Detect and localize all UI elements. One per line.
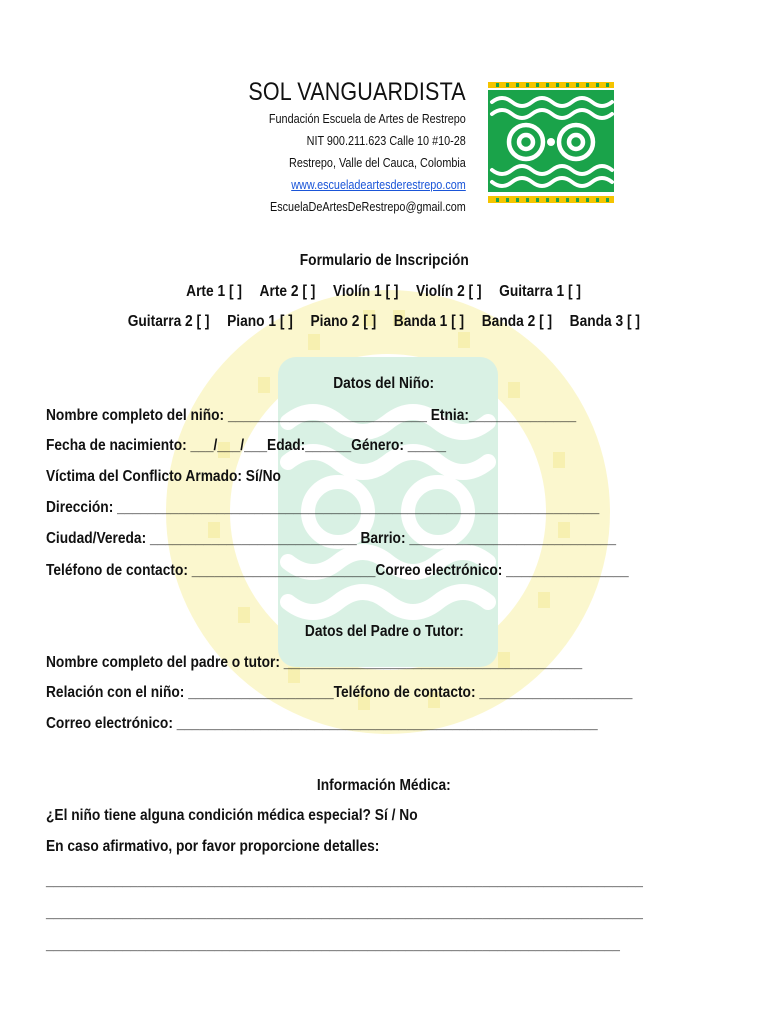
foundation-name: Fundación Escuela de Artes de Restrepo <box>269 112 466 126</box>
child-section-heading: Datos del Niño: <box>333 375 435 392</box>
option-guitarra-2[interactable]: Guitarra 2 [ ] <box>127 313 210 330</box>
option-piano-2[interactable]: Piano 2 [ ] <box>310 313 377 330</box>
guardian-section-heading: Datos del Padre o Tutor: <box>304 623 464 640</box>
child-name-field[interactable]: Nombre completo del niño: __________________________ Etnia:______________ <box>46 407 577 424</box>
guardian-relation-phone-field[interactable]: Relación con el niño: ___________________Teléfono de contacto: ____________________ <box>46 684 633 701</box>
course-options-row-2 <box>0 310 768 334</box>
option-violin-1[interactable]: Violín 1 [ ] <box>333 283 399 300</box>
option-banda-2[interactable]: Banda 2 [ ] <box>481 313 553 330</box>
medical-details-prompt: En caso afirmativo, por favor proporcione detalles: <box>46 838 380 855</box>
website-link[interactable]: www.escueladeartesderestrepo.com <box>291 178 466 192</box>
option-banda-1[interactable]: Banda 1 [ ] <box>393 313 465 330</box>
city-location: Restrepo, Valle del Cauca, Colombia <box>289 156 466 170</box>
organization-header <box>213 76 466 218</box>
child-birth-field[interactable]: Fecha de nacimiento: ___/___/___Edad:______Género: _____ <box>46 437 447 454</box>
option-guitarra-1[interactable]: Guitarra 1 [ ] <box>499 283 582 300</box>
armed-conflict-victim-field[interactable]: Víctima del Conflicto Armado: Sí/No <box>46 468 281 485</box>
course-options-row-1 <box>0 280 768 304</box>
organization-name: SOL VANGUARDISTA <box>248 78 466 106</box>
school-logo-icon <box>488 82 614 208</box>
option-arte-1[interactable]: Arte 1 [ ] <box>186 283 243 300</box>
option-banda-3[interactable]: Banda 3 [ ] <box>569 313 641 330</box>
option-violin-2[interactable]: Violín 2 [ ] <box>416 283 482 300</box>
guardian-name-field[interactable]: Nombre completo del padre o tutor: _______________________________________ <box>46 654 583 671</box>
option-arte-2[interactable]: Arte 2 [ ] <box>259 283 316 300</box>
form-title: Formulario de Inscripción <box>299 252 469 269</box>
medical-details-line-1[interactable]: ______________________________________________________________________________ <box>46 872 643 889</box>
medical-details-line-2[interactable]: ______________________________________________________________________________ <box>46 904 643 921</box>
contact-email: EscuelaDeArtesDeRestrepo@gmail.com <box>270 200 466 214</box>
medical-section-heading: Información Médica: <box>317 777 451 794</box>
nit-address: NIT 900.211.623 Calle 10 #10-28 <box>306 134 466 148</box>
city-neighborhood-field[interactable]: Ciudad/Vereda: ___________________________ Barrio: ___________________________ <box>46 530 616 547</box>
medical-details-line-3[interactable]: ___________________________________________________________________________ <box>46 936 620 953</box>
address-field[interactable]: Dirección: _______________________________________________________________ <box>46 499 600 516</box>
option-piano-1[interactable]: Piano 1 [ ] <box>227 313 294 330</box>
contact-phone-email-field[interactable]: Teléfono de contacto: ________________________Correo electrónico: ________________ <box>46 562 629 579</box>
guardian-email-field[interactable]: Correo electrónico: _______________________________________________________ <box>46 715 598 732</box>
medical-condition-question[interactable]: ¿El niño tiene alguna condición médica especial? Sí / No <box>46 807 418 824</box>
